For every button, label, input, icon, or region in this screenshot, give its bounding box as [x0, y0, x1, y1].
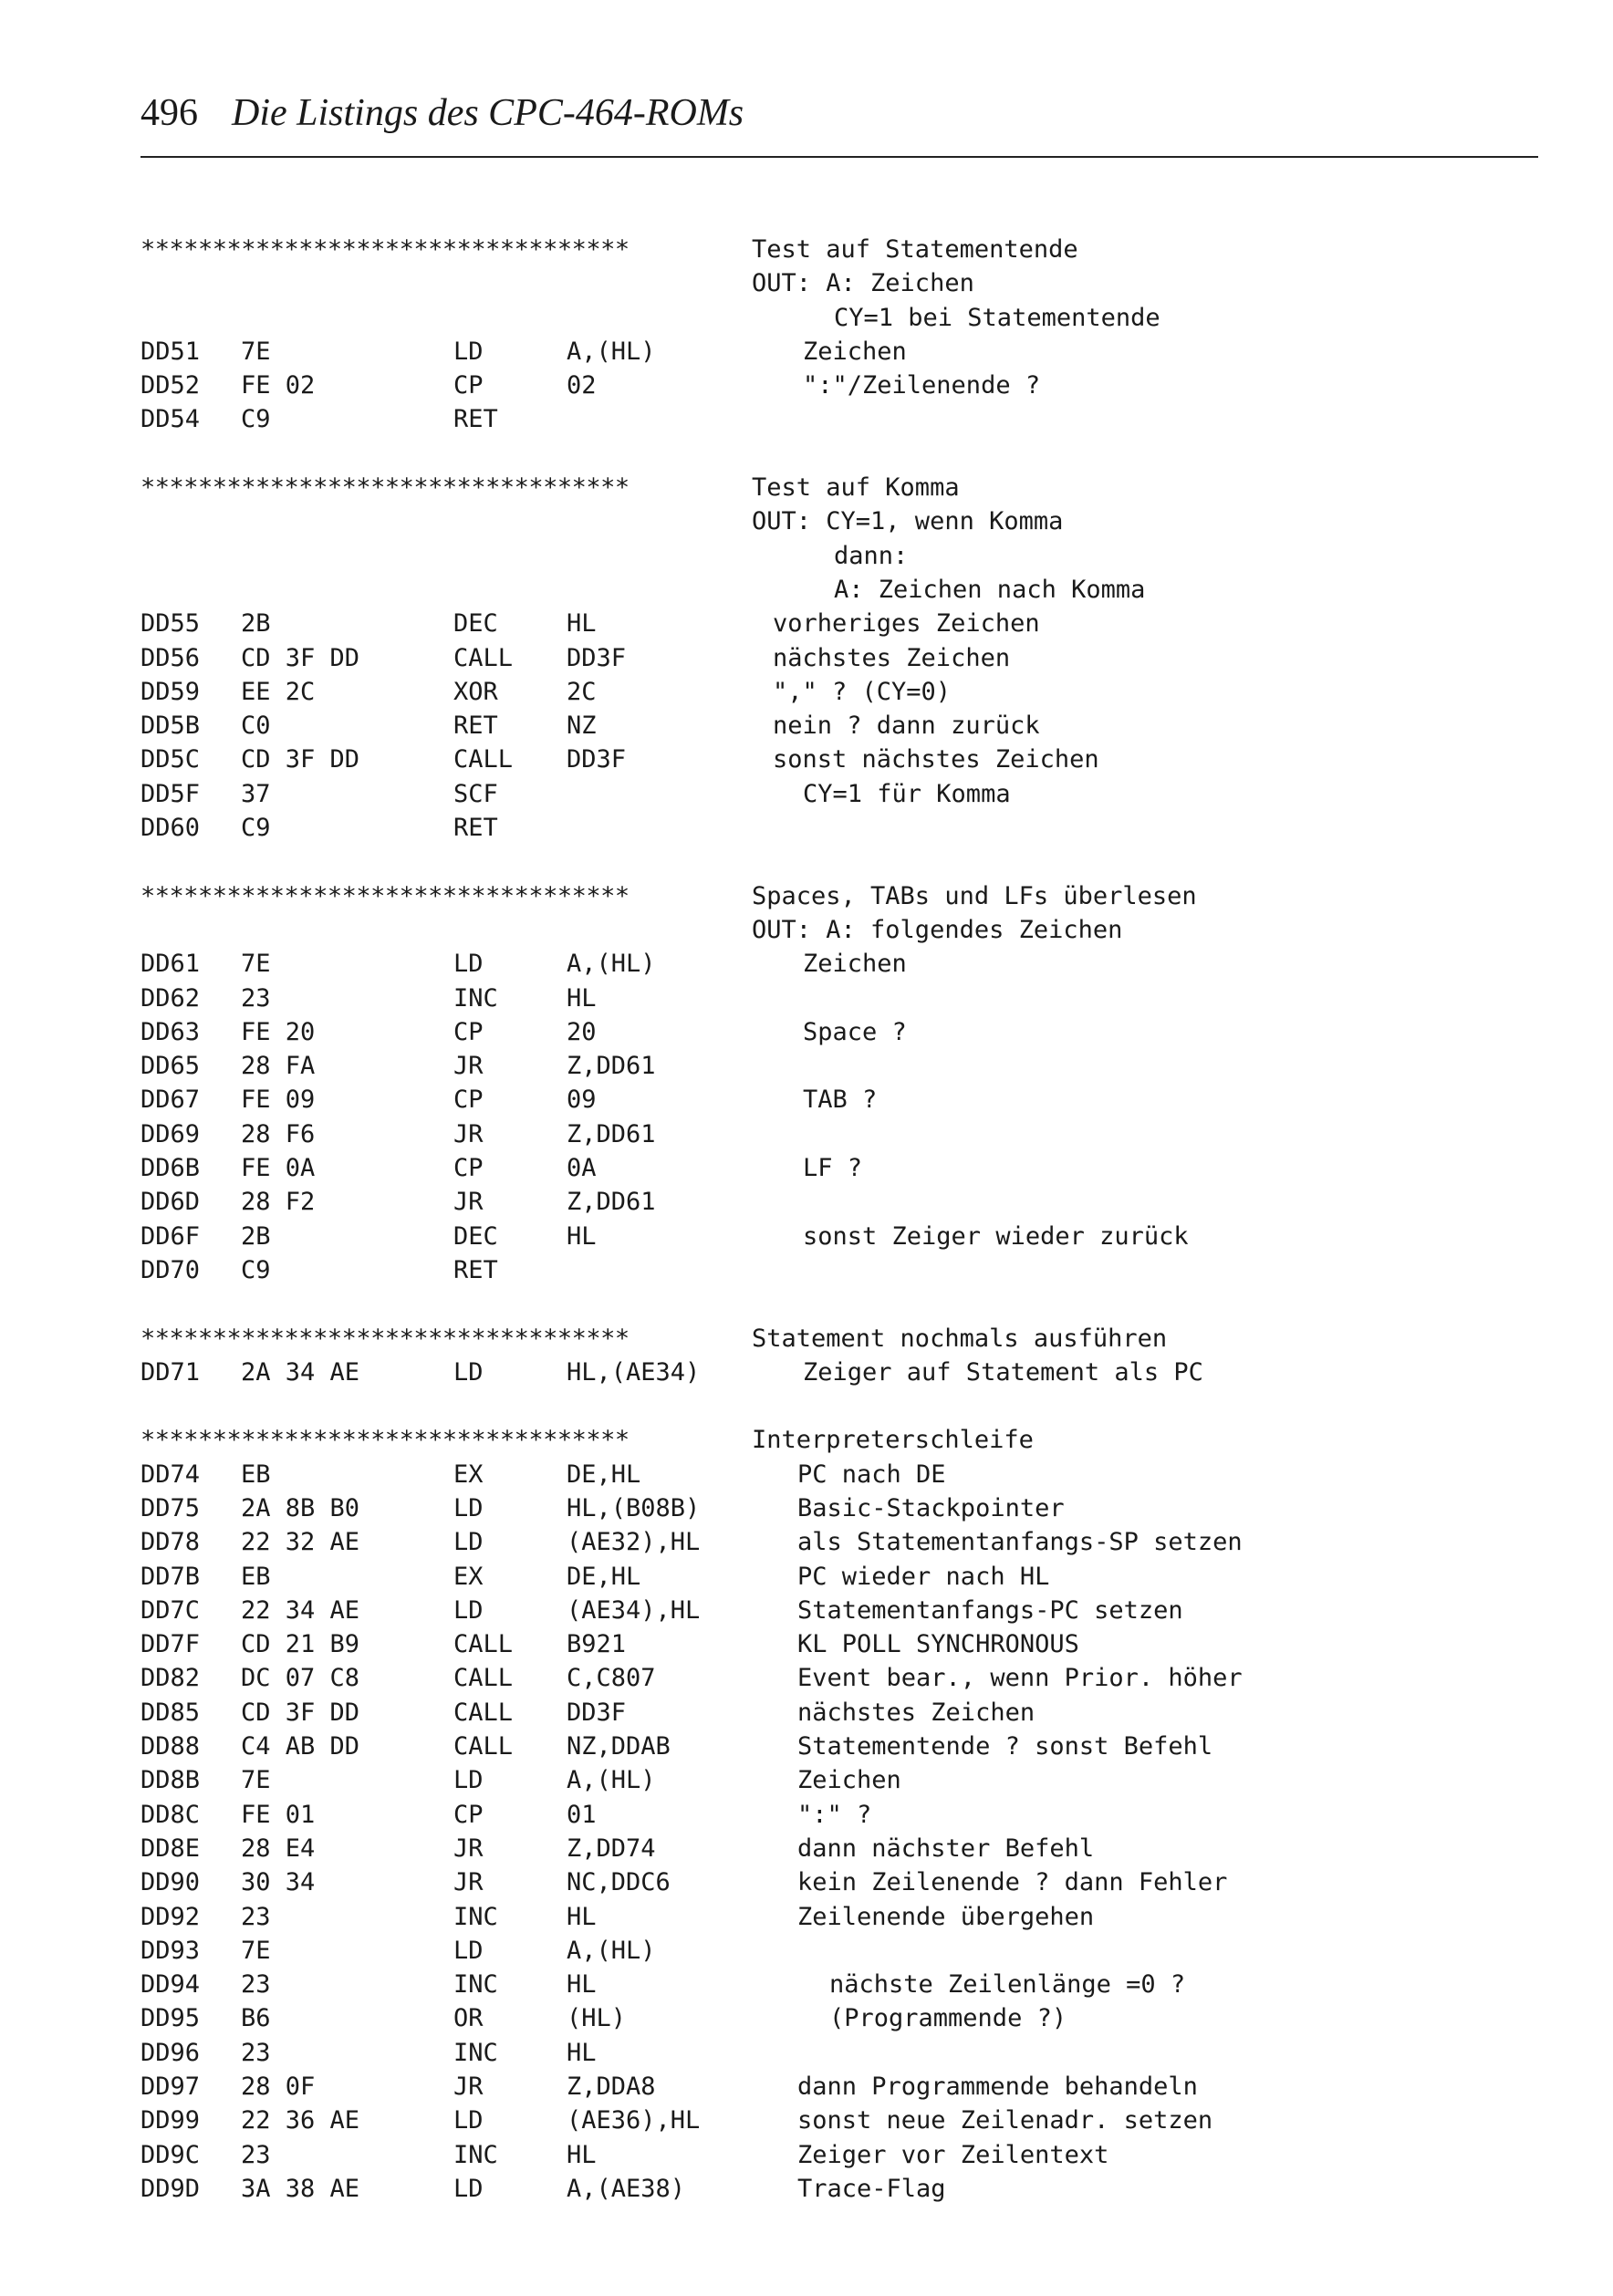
operand: DE,HL: [567, 1460, 641, 1489]
address: DD74: [140, 1460, 201, 1489]
mnemonic: LD: [453, 1936, 484, 1965]
address: DD6D: [140, 1188, 201, 1217]
code-line: [140, 777, 1509, 811]
code-line: [140, 1458, 1509, 1491]
operand: HL: [567, 1902, 597, 1931]
code-line: [140, 1525, 1509, 1559]
mnemonic: INC: [453, 2038, 498, 2067]
operand: NC,DDC6: [567, 1868, 671, 1897]
comment: Zeichen: [803, 950, 907, 979]
opcode-bytes: CD 3F DD: [241, 1698, 360, 1727]
opcode-bytes: EB: [241, 1562, 271, 1591]
opcode-bytes: EE 2C: [241, 677, 316, 706]
address: DD8B: [140, 1766, 201, 1795]
code-line: [140, 1627, 1509, 1661]
address: DD92: [140, 1902, 201, 1931]
operand: HL: [567, 983, 597, 1013]
code-line: [140, 2138, 1509, 2172]
section-note-line: [140, 539, 1509, 573]
section-note-line: [140, 573, 1509, 607]
section-title: Spaces, TABs und LFs überlesen: [752, 881, 1197, 910]
operand: (AE36),HL: [567, 2106, 701, 2135]
comment: nächstes Zeichen: [773, 643, 1011, 672]
opcode-bytes: CD 3F DD: [241, 745, 360, 774]
code-line: [140, 811, 1509, 845]
comment: kein Zeilenende ? dann Fehler: [797, 1868, 1228, 1897]
mnemonic: LD: [453, 337, 484, 366]
mnemonic: OR: [453, 2004, 484, 2033]
code-line: [140, 1798, 1509, 1832]
code-line: [140, 1117, 1509, 1151]
opcode-bytes: CD 21 B9: [241, 1630, 360, 1659]
mnemonic: LD: [453, 950, 484, 979]
address: DD7F: [140, 1630, 201, 1659]
address: DD65: [140, 1052, 201, 1081]
code-line: [140, 2036, 1509, 2070]
operand: Z,DD61: [567, 1188, 656, 1217]
address: DD55: [140, 609, 201, 639]
address: DD61: [140, 950, 201, 979]
mnemonic: CALL: [453, 643, 514, 672]
opcode-bytes: 7E: [241, 950, 271, 979]
address: DD9C: [140, 2140, 201, 2169]
code-line: [140, 1253, 1509, 1287]
mnemonic: CP: [453, 1154, 484, 1183]
mnemonic: CP: [453, 371, 484, 400]
opcode-bytes: 23: [241, 983, 271, 1013]
opcode-bytes: CD 3F DD: [241, 643, 360, 672]
comment: nächste Zeilenlänge =0 ?: [829, 1970, 1186, 2000]
mnemonic: CP: [453, 1800, 484, 1829]
section-note-line: [140, 301, 1509, 335]
comment: (Programmende ?): [829, 2004, 1067, 2033]
comment: TAB ?: [803, 1086, 878, 1115]
operand: (AE32),HL: [567, 1528, 701, 1557]
address: DD52: [140, 371, 201, 400]
mnemonic: INC: [453, 983, 498, 1013]
opcode-bytes: C9: [241, 405, 271, 434]
section-note: A: Zeichen nach Komma: [834, 575, 1146, 604]
opcode-bytes: 2A 34 AE: [241, 1357, 360, 1387]
code-line: [140, 1968, 1509, 2001]
address: DD54: [140, 405, 201, 434]
section-title: Statement nochmals ausführen: [752, 1324, 1168, 1353]
separator-stars: **********************************: [140, 1324, 630, 1353]
code-line: [140, 1083, 1509, 1117]
section-header-line: [140, 1322, 1509, 1356]
mnemonic: CP: [453, 1017, 484, 1046]
code-line: [140, 2001, 1509, 2035]
opcode-bytes: 28 0F: [241, 2073, 316, 2102]
code-line: [140, 675, 1509, 709]
section-note-line: [140, 504, 1509, 538]
code-line: [140, 709, 1509, 743]
comment: dann Programmende behandeln: [797, 2073, 1198, 2102]
address: DD5C: [140, 745, 201, 774]
address: DD62: [140, 983, 201, 1013]
code-line: [140, 402, 1509, 436]
separator-stars: **********************************: [140, 881, 630, 910]
operand: DD3F: [567, 643, 627, 672]
code-line: [140, 1185, 1509, 1219]
opcode-bytes: 28 F6: [241, 1119, 316, 1148]
separator-stars: **********************************: [140, 1426, 630, 1455]
address: DD95: [140, 2004, 201, 2033]
code-line: [140, 1934, 1509, 1968]
mnemonic: LD: [453, 1528, 484, 1557]
address: DD70: [140, 1255, 201, 1284]
operand: 2C: [567, 677, 597, 706]
comment: Event bear., wenn Prior. höher: [797, 1664, 1243, 1693]
code-line: [140, 2104, 1509, 2137]
operand: Z,DD61: [567, 1119, 656, 1148]
code-line: [140, 743, 1509, 776]
operand: 09: [567, 1086, 597, 1115]
code-line: [140, 1220, 1509, 1253]
comment: Basic-Stackpointer: [797, 1493, 1065, 1522]
mnemonic: CP: [453, 1086, 484, 1115]
code-line: [140, 369, 1509, 402]
mnemonic: JR: [453, 1188, 484, 1217]
operand: HL,(AE34): [567, 1357, 701, 1387]
mnemonic: JR: [453, 1834, 484, 1863]
address: DD97: [140, 2073, 201, 2102]
section-title: Interpreterschleife: [752, 1426, 1034, 1455]
address: DD78: [140, 1528, 201, 1557]
operand: (HL): [567, 2004, 627, 2033]
opcode-bytes: 28 F2: [241, 1188, 316, 1217]
mnemonic: LD: [453, 2106, 484, 2135]
comment: PC wieder nach HL: [797, 1562, 1050, 1591]
mnemonic: JR: [453, 1119, 484, 1148]
section-note-line: [140, 266, 1509, 300]
page-number: 496: [140, 92, 198, 134]
operand: Z,DD74: [567, 1834, 656, 1863]
operand: HL,(B08B): [567, 1493, 701, 1522]
address: DD5F: [140, 779, 201, 808]
comment: Zeilenende übergehen: [797, 1902, 1095, 1931]
opcode-bytes: FE 0A: [241, 1154, 316, 1183]
section-title: Test auf Komma: [752, 473, 960, 503]
mnemonic: JR: [453, 2073, 484, 2102]
address: DD75: [140, 1493, 201, 1522]
comment: Statementende ? sonst Befehl: [797, 1732, 1213, 1761]
opcode-bytes: 7E: [241, 1936, 271, 1965]
section-header-line: [140, 471, 1509, 504]
operand: A,(HL): [567, 1766, 656, 1795]
address: DD7C: [140, 1595, 201, 1625]
mnemonic: CALL: [453, 745, 514, 774]
comment: CY=1 für Komma: [803, 779, 1011, 808]
comment: KL POLL SYNCHRONOUS: [797, 1630, 1079, 1659]
comment: Trace-Flag: [797, 2174, 946, 2203]
code-line: [140, 1491, 1509, 1525]
opcode-bytes: 28 FA: [241, 1052, 316, 1081]
comment: PC nach DE: [797, 1460, 946, 1489]
opcode-bytes: FE 09: [241, 1086, 316, 1115]
opcode-bytes: 22 34 AE: [241, 1595, 360, 1625]
assembly-listing: [140, 233, 1509, 2206]
opcode-bytes: C0: [241, 712, 271, 741]
comment: nächstes Zeichen: [797, 1698, 1035, 1727]
section-note: OUT: A: Zeichen: [752, 269, 974, 298]
code-line: [140, 1900, 1509, 1934]
address: DD63: [140, 1017, 201, 1046]
operand: (AE34),HL: [567, 1595, 701, 1625]
mnemonic: EX: [453, 1562, 484, 1591]
operand: Z,DD61: [567, 1052, 656, 1081]
mnemonic: JR: [453, 1868, 484, 1897]
mnemonic: INC: [453, 2140, 498, 2169]
section-note: dann:: [834, 541, 909, 570]
opcode-bytes: FE 02: [241, 371, 316, 400]
section-note-line: [140, 913, 1509, 947]
mnemonic: LD: [453, 2174, 484, 2203]
mnemonic: JR: [453, 1052, 484, 1081]
address: DD88: [140, 1732, 201, 1761]
opcode-bytes: 23: [241, 1970, 271, 2000]
mnemonic: SCF: [453, 779, 498, 808]
comment: Zeichen: [797, 1766, 901, 1795]
code-line: [140, 1865, 1509, 1899]
mnemonic: LD: [453, 1595, 484, 1625]
section-note: OUT: A: folgendes Zeichen: [752, 915, 1123, 944]
opcode-bytes: 3A 38 AE: [241, 2174, 360, 2203]
opcode-bytes: 2B: [241, 1221, 271, 1251]
mnemonic: CALL: [453, 1664, 514, 1693]
address: DD85: [140, 1698, 201, 1727]
mnemonic: DEC: [453, 1221, 498, 1251]
code-line: [140, 1661, 1509, 1695]
address: DD5B: [140, 712, 201, 741]
code-line: [140, 2070, 1509, 2104]
operand: 0A: [567, 1154, 597, 1183]
address: DD71: [140, 1357, 201, 1387]
mnemonic: LD: [453, 1766, 484, 1795]
opcode-bytes: FE 20: [241, 1017, 316, 1046]
code-line: [140, 982, 1509, 1015]
opcode-bytes: 22 32 AE: [241, 1528, 360, 1557]
code-line: [140, 1049, 1509, 1083]
comment: sonst neue Zeilenadr. setzen: [797, 2106, 1213, 2135]
address: DD8E: [140, 1834, 201, 1863]
operand: DD3F: [567, 1698, 627, 1727]
opcode-bytes: DC 07 C8: [241, 1664, 360, 1693]
separator-stars: **********************************: [140, 473, 630, 503]
comment: Zeichen: [803, 337, 907, 366]
operand: 02: [567, 371, 597, 400]
address: DD60: [140, 814, 201, 843]
opcode-bytes: C4 AB DD: [241, 1732, 360, 1761]
address: DD69: [140, 1119, 201, 1148]
operand: HL: [567, 1221, 597, 1251]
operand: NZ,DDAB: [567, 1732, 671, 1761]
code-line: [140, 1015, 1509, 1049]
opcode-bytes: C9: [241, 1255, 271, 1284]
address: DD8C: [140, 1800, 201, 1829]
operand: Z,DDA8: [567, 2073, 656, 2102]
mnemonic: CALL: [453, 1630, 514, 1659]
section-header-line: [140, 1423, 1509, 1457]
mnemonic: CALL: [453, 1732, 514, 1761]
mnemonic: XOR: [453, 677, 498, 706]
section-header-line: [140, 233, 1509, 266]
address: DD51: [140, 337, 201, 366]
opcode-bytes: 23: [241, 2038, 271, 2067]
comment: sonst Zeiger wieder zurück: [803, 1221, 1189, 1251]
operand: HL: [567, 2038, 597, 2067]
comment: Zeiger auf Statement als PC: [803, 1357, 1203, 1387]
separator-stars: **********************************: [140, 235, 630, 264]
comment: Space ?: [803, 1017, 907, 1046]
opcode-bytes: 7E: [241, 337, 271, 366]
code-line: [140, 2172, 1509, 2206]
comment: LF ?: [803, 1154, 863, 1183]
code-line: [140, 1763, 1509, 1797]
opcode-bytes: 2B: [241, 609, 271, 639]
operand: DD3F: [567, 745, 627, 774]
address: DD6B: [140, 1154, 201, 1183]
code-line: [140, 1594, 1509, 1627]
address: DD93: [140, 1936, 201, 1965]
code-line: [140, 607, 1509, 640]
opcode-bytes: 7E: [241, 1766, 271, 1795]
code-line: [140, 1356, 1509, 1389]
section-header-line: [140, 879, 1509, 913]
operand: HL: [567, 2140, 597, 2169]
code-line: [140, 1696, 1509, 1730]
mnemonic: DEC: [453, 609, 498, 639]
mnemonic: INC: [453, 1902, 498, 1931]
code-line: [140, 641, 1509, 675]
mnemonic: INC: [453, 1970, 498, 2000]
code-line: [140, 335, 1509, 369]
operand: B921: [567, 1630, 627, 1659]
comment: nein ? dann zurück: [773, 712, 1040, 741]
operand: HL: [567, 609, 597, 639]
opcode-bytes: 23: [241, 2140, 271, 2169]
comment: Statementanfangs-PC setzen: [797, 1595, 1183, 1625]
section-note: OUT: CY=1, wenn Komma: [752, 507, 1064, 536]
opcode-bytes: FE 01: [241, 1800, 316, 1829]
code-line: [140, 1730, 1509, 1763]
operand: DE,HL: [567, 1562, 641, 1591]
address: DD6F: [140, 1221, 201, 1251]
opcode-bytes: 37: [241, 779, 271, 808]
opcode-bytes: 22 36 AE: [241, 2106, 360, 2135]
code-line: [140, 947, 1509, 981]
page-title: Die Listings des CPC-464-ROMs: [232, 92, 744, 134]
operand: 01: [567, 1800, 597, 1829]
address: DD99: [140, 2106, 201, 2135]
opcode-bytes: 28 E4: [241, 1834, 316, 1863]
mnemonic: RET: [453, 1255, 498, 1284]
mnemonic: RET: [453, 405, 498, 434]
address: DD94: [140, 1970, 201, 2000]
comment: Zeiger vor Zeilentext: [797, 2140, 1109, 2169]
opcode-bytes: C9: [241, 814, 271, 843]
mnemonic: LD: [453, 1357, 484, 1387]
comment: als Statementanfangs-SP setzen: [797, 1528, 1243, 1557]
opcode-bytes: 30 34: [241, 1868, 316, 1897]
code-line: [140, 1151, 1509, 1185]
section-note: CY=1 bei Statementende: [834, 303, 1160, 332]
section-title: Test auf Statementende: [752, 235, 1078, 264]
header-rule: [140, 156, 1538, 158]
comment: sonst nächstes Zeichen: [773, 745, 1099, 774]
operand: HL: [567, 1970, 597, 2000]
address: DD67: [140, 1086, 201, 1115]
comment: ":"/Zeilenende ?: [803, 371, 1041, 400]
address: DD82: [140, 1664, 201, 1693]
opcode-bytes: 2A 8B B0: [241, 1493, 360, 1522]
comment: vorheriges Zeichen: [773, 609, 1040, 639]
address: DD90: [140, 1868, 201, 1897]
opcode-bytes: EB: [241, 1460, 271, 1489]
code-line: [140, 1560, 1509, 1594]
page-header: [140, 91, 1536, 164]
comment: "," ? (CY=0): [773, 677, 952, 706]
mnemonic: LD: [453, 1493, 484, 1522]
address: DD59: [140, 677, 201, 706]
address: DD96: [140, 2038, 201, 2067]
address: DD56: [140, 643, 201, 672]
address: DD9D: [140, 2174, 201, 2203]
operand: C,C807: [567, 1664, 656, 1693]
opcode-bytes: B6: [241, 2004, 271, 2033]
address: DD7B: [140, 1562, 201, 1591]
operand: A,(AE38): [567, 2174, 686, 2203]
operand: A,(HL): [567, 950, 656, 979]
operand: A,(HL): [567, 1936, 656, 1965]
operand: NZ: [567, 712, 597, 741]
operand: A,(HL): [567, 337, 656, 366]
code-line: [140, 1832, 1509, 1865]
mnemonic: RET: [453, 712, 498, 741]
operand: 20: [567, 1017, 597, 1046]
comment: dann nächster Befehl: [797, 1834, 1095, 1863]
opcode-bytes: 23: [241, 1902, 271, 1931]
comment: ":" ?: [797, 1800, 872, 1829]
mnemonic: CALL: [453, 1698, 514, 1727]
mnemonic: RET: [453, 814, 498, 843]
mnemonic: EX: [453, 1460, 484, 1489]
